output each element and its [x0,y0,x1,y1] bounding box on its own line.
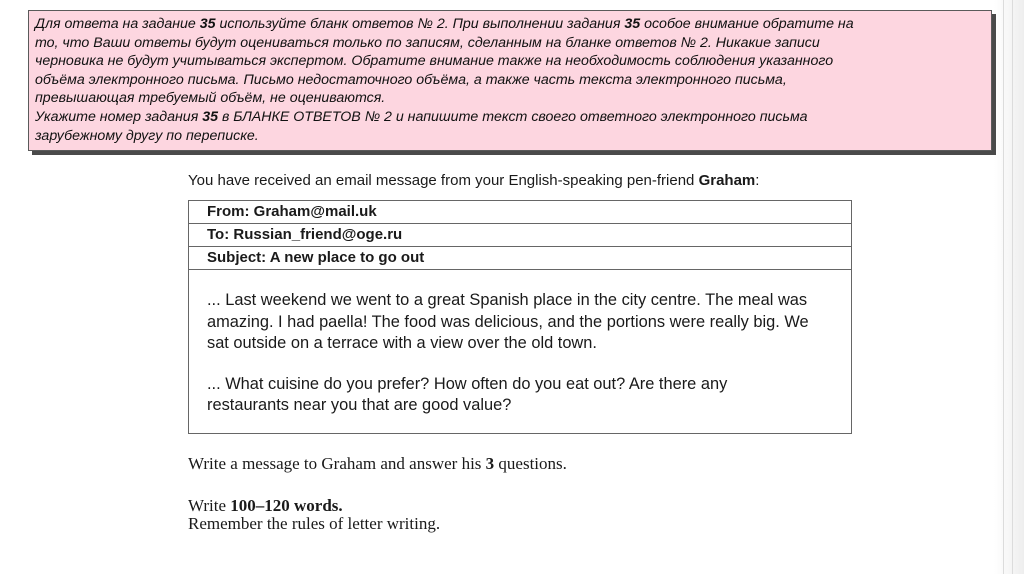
decor-line-1 [1003,0,1004,574]
email-paragraph-1: ... Last weekend we went to a great Spanish place in the city centre. The meal was amazing. I had paella! The food was delicious, and the portions were really big. We sat outside on a terrace with a view over the old town. [207,291,809,352]
instructions-line-7: зарубежному другу по переписке. [35,127,259,144]
email-to: To: Russian_friend@oge.ru [189,224,851,247]
pen-friend-name: Graham [698,172,756,189]
instructions-line-5: превышающая требуемый объём, не оцениваются. [35,90,386,107]
instructions-line-6: Укажите номер задания 35 в БЛАНКЕ ОТВЕТОВ № 2 и напишите текст своего ответного электронного письма [35,108,808,125]
decor-line-2 [1012,0,1013,574]
email-body [189,270,851,417]
right-edge-shade [994,0,1024,574]
instructions-line-4: объёма электронного письма. Письмо недостаточного объёма, а также часть текста электронного письма, [35,71,787,88]
instructions-line-2: то, что Ваши ответы будут оцениваться только по записям, сделанным на бланке ответов № 2. Никакие записи [35,34,820,51]
email-from: From: Graham@mail.uk [189,201,851,224]
task-lead: You have received an email message from your English-speaking pen-friend Graham: [188,172,760,189]
email-paragraph-2: ... What cuisine do you prefer? How often do you eat out? Are there any restaurants near you that are good value? [207,374,728,414]
instructions-line-1: Для ответа на задание 35 используйте бланк ответов № 2. При выполнении задания 35 особое внимание обратите на [35,16,854,32]
instructions-box [28,10,992,151]
email-message [188,200,852,434]
task-instruction-3: Remember the rules of letter writing. [188,514,441,533]
instructions-line-3: черновика не будут учитываться экспертом. Обратите внимание также на необходимость соблюдения указанного [35,53,834,70]
email-subject: Subject: A new place to go out [189,247,851,270]
task-instruction-1: Write a message to Graham and answer his 3 questions. [188,454,567,473]
task-instruction-2: Write 100–120 words. [188,496,343,515]
